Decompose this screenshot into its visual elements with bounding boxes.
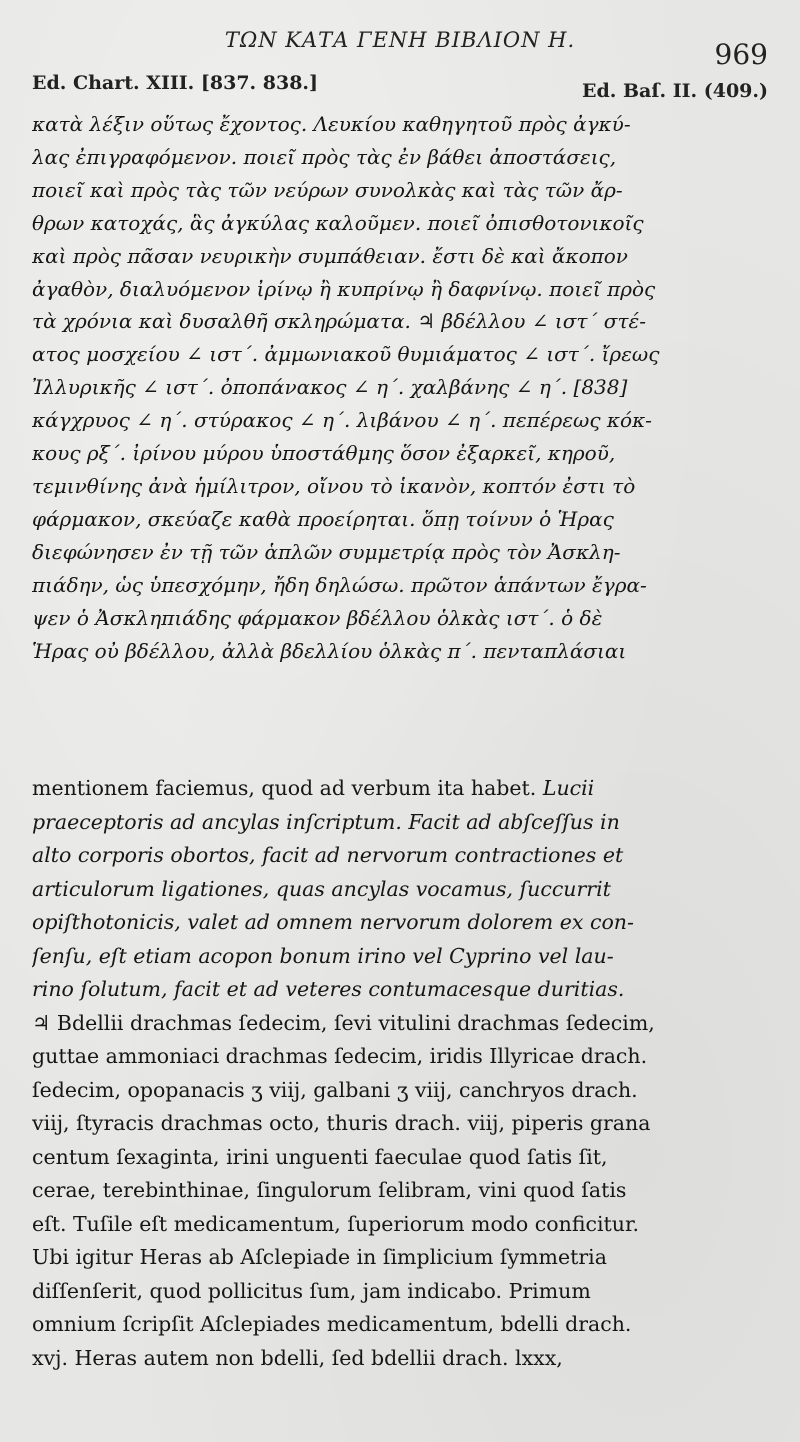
greek-text-block — [32, 108, 768, 667]
page-number: 969 — [714, 38, 768, 71]
edition-ref-chartier: Ed. Chart. XIII. [837. 838.] — [32, 72, 319, 94]
latin-roman-segment: viij, ſtyracis drachmas octo, thuris drach. viij, piperis grana — [32, 1111, 651, 1135]
latin-line — [32, 940, 768, 974]
latin-roman-segment: diſſenſerit, quod pollicitus ſum, jam indicabo. Primum — [32, 1278, 591, 1303]
latin-line — [32, 1107, 768, 1141]
greek-line: πιάδην, ὡς ὑπεσχόμην, ἤδη δηλώσω. πρῶτον ἁπάντων ἔγρα- — [32, 572, 647, 597]
latin-roman-segment: ſedecim, opopanacis ʒ viij, galbani ʒ viij, canchryos drach. — [32, 1077, 638, 1102]
latin-line — [32, 1241, 768, 1275]
greek-line: κατὰ λέξιν οὕτως ἔχοντος. Λευκίου καθηγητοῦ πρὸς ἀγκύ- — [32, 112, 631, 136]
latin-roman-segment: omnium ſcripſit Aſclepiades medicamentum, bdelli drach. — [32, 1312, 632, 1336]
latin-text-block — [32, 772, 768, 1375]
latin-line — [32, 1174, 768, 1208]
latin-roman-segment: ♃ Bdellii drachmas ſedecim, ſevi vitulini drachmas ſedecim, — [32, 1010, 655, 1035]
greek-line: ἀγαθὸν, διαλυόμενον ἰρίνῳ ἢ κυπρίνῳ ἢ δαφνίνῳ. ποιεῖ πρὸς — [32, 276, 656, 301]
latin-italic-segment: rino ſolutum, facit et ad veteres contumacesque duritias. — [32, 977, 625, 1001]
edition-ref-basel: Ed. Baſ. II. (409.) — [581, 80, 768, 102]
latin-line — [32, 1141, 768, 1175]
latin-roman-segment: cerae, terebinthinae, ſingulorum ſelibram, vini quod ſatis — [32, 1178, 627, 1202]
greek-line: διεφώνησεν ἐν τῇ τῶν ἁπλῶν συμμετρίᾳ πρὸς τὸν Ἀσκλη- — [32, 539, 621, 564]
latin-roman-segment: guttae ammoniaci drachmas ſedecim, iridis Illyricae drach. — [32, 1044, 648, 1068]
greek-line: θρων κατοχάς, ἃς ἀγκύλας καλοῦμεν. ποιεῖ ὀπισθοτονικοῖς — [32, 210, 644, 235]
latin-italic-segment: ſenſu, eſt etiam acopon bonum irino vel Cyprino vel lau- — [32, 943, 614, 968]
latin-italic-segment: praeceptoris ad ancylas inſcriptum. Facit ad abſceſſus in — [32, 809, 620, 834]
latin-italic-segment: Lucii — [542, 776, 595, 800]
greek-line: ψεν ὁ Ἀσκληπιάδης φάρμακον βδέλλου ὁλκὰς ιστ΄. ὁ δὲ — [32, 605, 603, 630]
latin-line — [32, 1074, 768, 1108]
latin-roman-segment: eſt. Tuſile eſt medicamentum, ſuperiorum modo conficitur. — [32, 1211, 640, 1236]
latin-line — [32, 839, 768, 873]
latin-line — [32, 806, 768, 840]
latin-line — [32, 1308, 768, 1342]
greek-line: καὶ πρὸς πᾶσαν νευρικὴν συμπάθειαν. ἔστι δὲ καὶ ἄκοπον — [32, 243, 628, 268]
latin-line — [32, 1275, 768, 1309]
greek-line: λας ἐπιγραφόμενον. ποιεῖ πρὸς τὰς ἐν βάθει ἀποστάσεις, — [32, 144, 617, 169]
latin-line — [32, 1208, 768, 1242]
greek-line: Ἡρας οὐ βδέλλου, ἀλλὰ βδελλίου ὁλκὰς π΄. πενταπλάσιαι — [32, 638, 627, 663]
greek-line: κάγχρυος ∠ η΄. στύρακος ∠ η΄. λιβάνου ∠ η΄. πεπέρεως κόκ- — [32, 408, 652, 433]
greek-line: κους ρξ΄. ἰρίνου μύρου ὑποστάθμης ὅσον ἐξαρκεῖ, κηροῦ, — [32, 441, 616, 466]
latin-italic-segment: alto corporis obortos, facit ad nervorum contractiones et — [32, 843, 624, 867]
latin-line — [32, 973, 768, 1007]
greek-line: ποιεῖ καὶ πρὸς τὰς τῶν νεύρων συνολκὰς καὶ τὰς τῶν ἄρ- — [32, 177, 623, 202]
latin-line — [32, 772, 768, 806]
running-title: ΤΩΝ ΚΑΤΑ ΓΕΝΗ ΒΙΒΛΙΟΝ Η. — [224, 28, 576, 52]
latin-line — [32, 906, 768, 940]
latin-italic-segment: opiſthotonicis, valet ad omnem nervorum dolorem ex con- — [32, 910, 634, 934]
greek-line: τεμινθίνης ἀνὰ ἡμίλιτρον, οἴνου τὸ ἱκανὸν, κοπτόν ἐστι τὸ — [32, 473, 636, 498]
latin-roman-segment: centum ſexaginta, irini unguenti faeculae quod ſatis ſit, — [32, 1144, 608, 1169]
latin-roman-segment: mentionem faciemus, quod ad verbum ita habet. — [32, 776, 543, 800]
latin-roman-segment: Ubi igitur Heras ab Aſclepiade in ſimplicium ſymmetria — [32, 1245, 607, 1269]
greek-line: τὰ χρόνια καὶ δυσαλθῆ σκληρώματα. ♃ βδέλλου ∠ ιστ΄ στέ- — [32, 309, 646, 334]
latin-line — [32, 1040, 768, 1074]
latin-roman-segment: xvj. Heras autem non bdelli, ſed bdellii drach. lxxx, — [32, 1345, 563, 1370]
greek-line: Ἰλλυρικῆς ∠ ιστ΄. ὀποπάνακος ∠ η΄. χαλβάνης ∠ η΄. [838] — [32, 375, 628, 400]
latin-line — [32, 1007, 768, 1041]
latin-line — [32, 1342, 768, 1376]
greek-line: ατος μοσχείου ∠ ιστ΄. ἀμμωνιακοῦ θυμιάματος ∠ ιστ΄. ἴρεως — [32, 342, 660, 367]
latin-line — [32, 873, 768, 907]
greek-line: φάρμακον, σκεύαζε καθὰ προείρηται. ὅπῃ τοίνυν ὁ Ἡρας — [32, 506, 614, 531]
latin-italic-segment: articulorum ligationes, quas ancylas vocamus, ſuccurrit — [32, 876, 611, 901]
